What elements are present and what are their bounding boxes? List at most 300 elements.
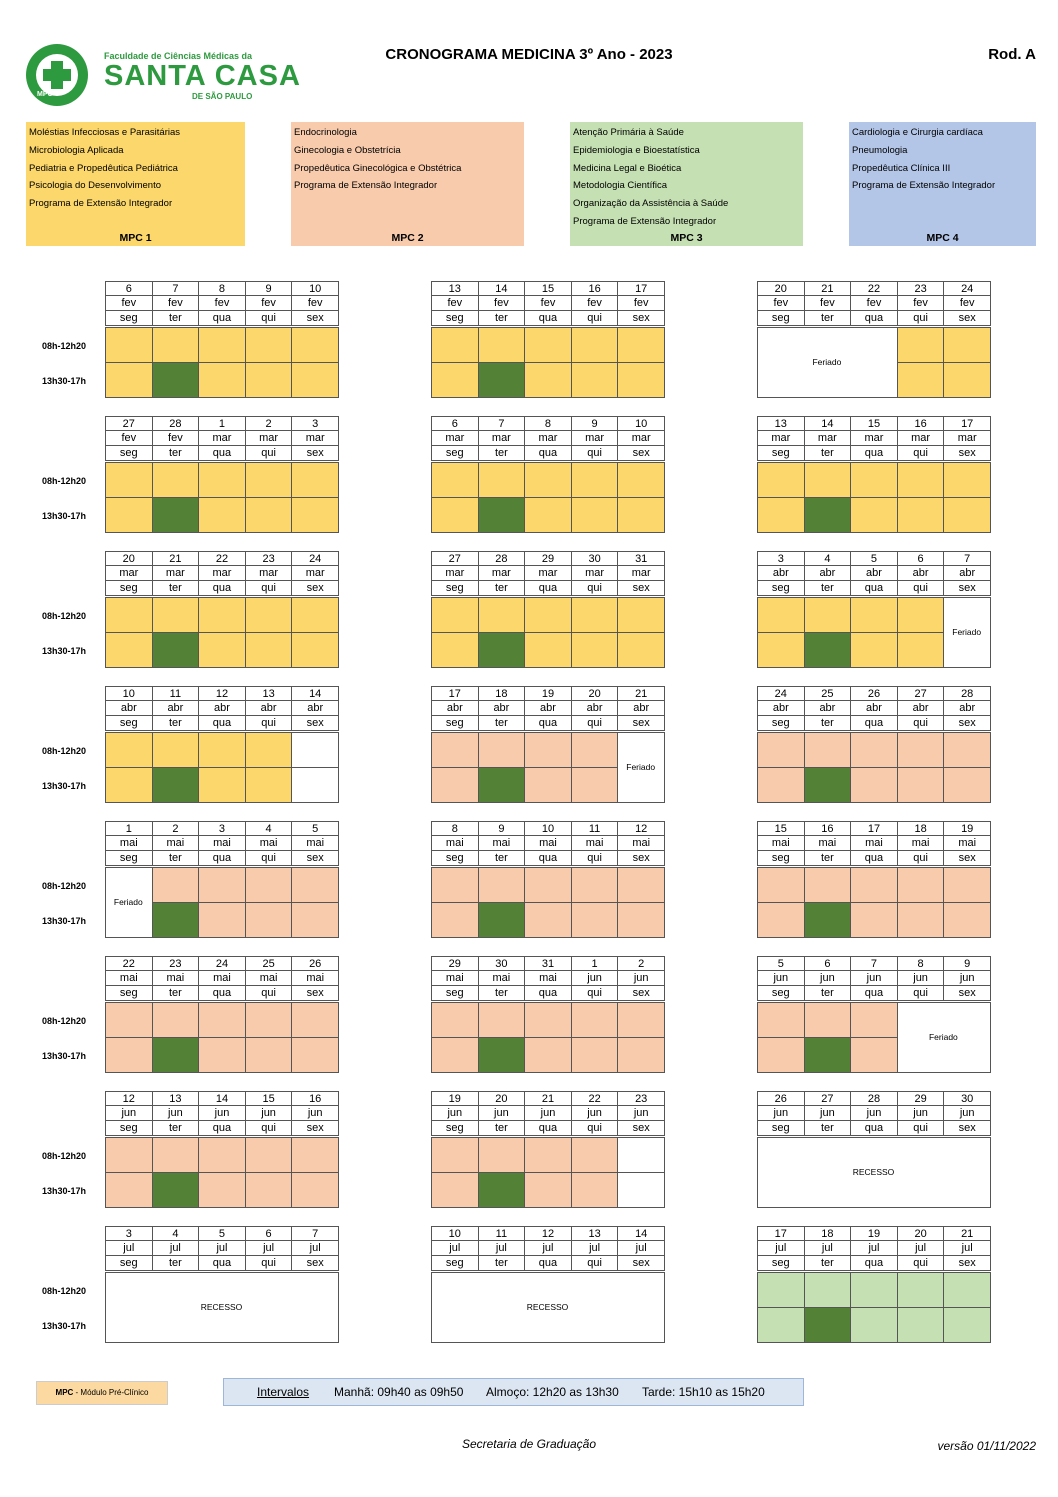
schedule-cell [152, 732, 200, 768]
schedule-cell [943, 1307, 991, 1343]
schedule-cell [198, 767, 246, 803]
calendar-day-cell: 24 [291, 551, 339, 566]
calendar-day-cell: 6 [245, 1226, 293, 1241]
calendar-day-cell: 23 [897, 281, 945, 296]
schedule-cell [291, 1137, 339, 1173]
calendar-day-cell: 4 [152, 1226, 200, 1241]
schedule-cell [198, 462, 246, 498]
calendar-day-cell: 28 [478, 551, 526, 566]
calendar-month-cell: mai [804, 836, 852, 851]
calendar-day-cell: 13 [245, 686, 293, 701]
calendar-weekday-cell: sex [943, 446, 991, 461]
schedule-cell [571, 597, 619, 633]
calendar-weekday-cell: ter [478, 1121, 526, 1136]
calendar-weekday-cell: sex [291, 851, 339, 866]
calendar-note: Feriado [113, 897, 143, 907]
calendar-day-cell: 16 [804, 821, 852, 836]
schedule-cell [431, 362, 479, 398]
schedule-cell [105, 497, 153, 533]
schedule-cell [897, 902, 945, 938]
schedule-cell [291, 1307, 339, 1343]
calendar-weekday-cell: qui [897, 446, 945, 461]
schedule-cell [198, 327, 246, 363]
calendar-day-cell: 8 [524, 416, 572, 431]
calendar-month-cell: mai [152, 836, 200, 851]
calendar-month-cell: abr [850, 701, 898, 716]
calendar-weekday-cell: sex [617, 851, 665, 866]
schedule-cell [524, 867, 572, 903]
calendar-day-cell: 22 [571, 1091, 619, 1106]
calendar-day-cell: 9 [245, 281, 293, 296]
calendar-month-cell: abr [478, 701, 526, 716]
schedule-cell [245, 497, 293, 533]
schedule-cell [897, 462, 945, 498]
schedule-cell [431, 767, 479, 803]
calendar-day-cell: 27 [431, 551, 479, 566]
calendar-weekday-cell: seg [757, 986, 805, 1001]
schedule-cell [804, 732, 852, 768]
calendar-weekday-cell: ter [804, 851, 852, 866]
calendar-month-cell: fev [245, 296, 293, 311]
calendar-month-cell: mar [245, 431, 293, 446]
calendar-month-cell: mai [524, 836, 572, 851]
calendar-day-cell: 7 [850, 956, 898, 971]
schedule-cell [943, 632, 991, 668]
calendar-day-cell: 24 [943, 281, 991, 296]
calendar-day-cell: 17 [757, 1226, 805, 1241]
calendar-day-cell: 20 [897, 1226, 945, 1241]
practice-cell [478, 1037, 526, 1073]
calendar-weekday-cell: ter [152, 851, 200, 866]
svg-text:MPC: MPC [37, 91, 53, 98]
schedule-cell [291, 767, 339, 803]
calendar-day-cell: 17 [943, 416, 991, 431]
schedule-cell [198, 1172, 246, 1208]
schedule-cell [617, 1037, 665, 1073]
calendar-weekday-cell: qui [245, 311, 293, 326]
schedule-cell [897, 632, 945, 668]
schedule-cell [571, 1037, 619, 1073]
calendar-weekday-cell: qui [245, 851, 293, 866]
schedule-cell [198, 902, 246, 938]
calendar-month-cell: jun [478, 1106, 526, 1121]
interval-afternoon: Tarde: 15h10 as 15h20 [642, 1385, 765, 1399]
calendar-day-cell: 3 [757, 551, 805, 566]
schedule-cell [478, 462, 526, 498]
schedule-cell [431, 632, 479, 668]
calendar-weekday-cell: qui [897, 581, 945, 596]
calendar-day-cell: 6 [105, 281, 153, 296]
calendar-note: RECESSO [852, 1167, 895, 1177]
calendar-weekday-cell: seg [431, 581, 479, 596]
schedule-cell [804, 462, 852, 498]
calendar-day-cell: 4 [804, 551, 852, 566]
calendar-day-cell: 21 [152, 551, 200, 566]
schedule-cell [478, 597, 526, 633]
schedule-cell [571, 867, 619, 903]
calendar-weekday-cell: qua [524, 581, 572, 596]
schedule-cell [850, 597, 898, 633]
calendar-month-cell: jul [478, 1241, 526, 1256]
mpc-box-1 [26, 122, 245, 246]
calendar-month-cell: jun [152, 1106, 200, 1121]
calendar-day-cell: 15 [757, 821, 805, 836]
schedule-cell [897, 867, 945, 903]
time-slot-label: 08h-12h20 [42, 341, 87, 351]
schedule-cell [897, 1307, 945, 1343]
calendar-weekday-cell: qua [850, 581, 898, 596]
schedule-cell [897, 1272, 945, 1308]
practice-cell [152, 902, 200, 938]
calendar-weekday-cell: sex [617, 1256, 665, 1271]
calendar-day-cell: 7 [152, 281, 200, 296]
calendar-weekday-cell: ter [478, 311, 526, 326]
calendar-month-cell: abr [850, 566, 898, 581]
practice-cell [804, 767, 852, 803]
calendar-day-cell: 11 [478, 1226, 526, 1241]
schedule-cell [757, 1307, 805, 1343]
schedule-cell [850, 902, 898, 938]
calendar-day-cell: 28 [943, 686, 991, 701]
schedule-cell [850, 1307, 898, 1343]
calendar-day-cell: 14 [617, 1226, 665, 1241]
calendar-month-cell: mar [617, 431, 665, 446]
schedule-cell [804, 867, 852, 903]
calendar-weekday-cell: sex [943, 581, 991, 596]
calendar-weekday-cell: seg [105, 581, 153, 596]
calendar-day-cell: 29 [524, 551, 572, 566]
schedule-cell [850, 1272, 898, 1308]
schedule-cell [617, 1172, 665, 1208]
calendar-weekday-cell: qui [245, 716, 293, 731]
calendar-month-cell: jun [757, 1106, 805, 1121]
calendar-weekday-cell: seg [105, 1121, 153, 1136]
schedule-cell [291, 902, 339, 938]
schedule-cell [524, 597, 572, 633]
footer-version: versão 01/11/2022 [937, 1439, 1036, 1453]
schedule-cell [571, 1002, 619, 1038]
calendar-weekday-cell: ter [804, 986, 852, 1001]
calendar-month-cell: abr [943, 566, 991, 581]
calendar-month-cell: jun [617, 1106, 665, 1121]
calendar-weekday-cell: qua [850, 716, 898, 731]
calendar-month-cell: fev [105, 296, 153, 311]
practice-cell [152, 1037, 200, 1073]
schedule-cell [617, 1137, 665, 1173]
calendar-day-cell: 25 [804, 686, 852, 701]
mpc-subject: Programa de Extensão Integrador [29, 198, 173, 210]
calendar-day-cell: 10 [524, 821, 572, 836]
calendar-weekday-cell: sex [943, 1121, 991, 1136]
calendar-weekday-cell: seg [757, 581, 805, 596]
calendar-weekday-cell: seg [105, 986, 153, 1001]
schedule-cell [245, 597, 293, 633]
schedule-cell [757, 462, 805, 498]
calendar-month-cell: fev [757, 296, 805, 311]
schedule-cell [757, 767, 805, 803]
time-slot-label: 13h30-17h [42, 376, 87, 386]
calendar-month-cell: mar [478, 431, 526, 446]
calendar-day-cell: 19 [524, 686, 572, 701]
calendar-month-cell: abr [105, 701, 153, 716]
calendar-weekday-cell: ter [804, 716, 852, 731]
calendar-day-cell: 20 [105, 551, 153, 566]
calendar-weekday-cell: qui [897, 986, 945, 1001]
calendar-note: Feriado [928, 1032, 958, 1042]
calendar-month-cell: mar [245, 566, 293, 581]
calendar-weekday-cell: qua [524, 1121, 572, 1136]
calendar-weekday-cell: seg [105, 851, 153, 866]
calendar-day-cell: 20 [757, 281, 805, 296]
mpc-subject: Atenção Primária à Saúde [573, 127, 684, 138]
mpc-legend-note [36, 1381, 168, 1405]
schedule-cell [291, 732, 339, 768]
calendar-weekday-cell: qui [571, 1256, 619, 1271]
calendar-month-cell: jul [431, 1241, 479, 1256]
calendar-weekday-cell: sex [291, 311, 339, 326]
schedule-cell [245, 1307, 293, 1343]
calendar-day-cell: 5 [757, 956, 805, 971]
schedule-cell [524, 327, 572, 363]
calendar-weekday-cell: qui [897, 1121, 945, 1136]
calendar-weekday-cell: ter [804, 311, 852, 326]
calendar-day-cell: 29 [431, 956, 479, 971]
schedule-cell [571, 632, 619, 668]
calendar-weekday-cell: ter [478, 851, 526, 866]
calendar-weekday-cell: sex [291, 1121, 339, 1136]
calendar-day-cell: 22 [105, 956, 153, 971]
schedule-cell [757, 362, 805, 398]
calendar-month-cell: abr [757, 566, 805, 581]
calendar-weekday-cell: seg [431, 311, 479, 326]
schedule-cell [897, 1037, 945, 1073]
schedule-cell [524, 1307, 572, 1343]
calendar-day-cell: 5 [291, 821, 339, 836]
schedule-cell [524, 362, 572, 398]
schedule-cell [617, 497, 665, 533]
calendar-month-cell: mar [291, 566, 339, 581]
calendar-month-cell: jun [943, 1106, 991, 1121]
intervals-box [223, 1378, 804, 1406]
calendar-day-cell: 15 [524, 281, 572, 296]
calendar-month-cell: jun [897, 1106, 945, 1121]
schedule-cell [152, 867, 200, 903]
calendar-day-cell: 23 [152, 956, 200, 971]
calendar-weekday-cell: qua [198, 311, 246, 326]
calendar-month-cell: jul [617, 1241, 665, 1256]
schedule-cell [431, 497, 479, 533]
calendar-day-cell: 26 [757, 1091, 805, 1106]
calendar-weekday-cell: qua [524, 311, 572, 326]
mpc-subject: Endocrinologia [294, 127, 357, 138]
calendar-weekday-cell: qui [571, 446, 619, 461]
calendar-month-cell: jun [757, 971, 805, 986]
calendar-weekday-cell: qua [198, 446, 246, 461]
time-slot-label: 13h30-17h [42, 1051, 87, 1061]
schedule-cell [571, 1137, 619, 1173]
calendar-weekday-cell: qua [198, 1121, 246, 1136]
schedule-cell [804, 1272, 852, 1308]
calendar-day-cell: 13 [152, 1091, 200, 1106]
calendar-month-cell: mar [524, 566, 572, 581]
calendar-weekday-cell: seg [105, 716, 153, 731]
calendar-month-cell: mai [198, 836, 246, 851]
calendar-day-cell: 31 [617, 551, 665, 566]
calendar-day-cell: 12 [524, 1226, 572, 1241]
schedule-cell [571, 1172, 619, 1208]
calendar-day-cell: 22 [198, 551, 246, 566]
calendar-day-cell: 10 [431, 1226, 479, 1241]
schedule-cell [850, 362, 898, 398]
calendar-day-cell: 19 [850, 1226, 898, 1241]
schedule-cell [571, 767, 619, 803]
calendar-weekday-cell: seg [105, 446, 153, 461]
calendar-note: Feriado [952, 627, 982, 637]
schedule-cell [431, 1172, 479, 1208]
schedule-cell [943, 1172, 991, 1208]
calendar-month-cell: abr [897, 701, 945, 716]
practice-cell [804, 1307, 852, 1343]
calendar-day-cell: 2 [245, 416, 293, 431]
schedule-cell [897, 767, 945, 803]
calendar-weekday-cell: sex [943, 851, 991, 866]
calendar-month-cell: mar [198, 431, 246, 446]
calendar-month-cell: mar [850, 431, 898, 446]
schedule-cell [478, 1307, 526, 1343]
calendar-day-cell: 11 [152, 686, 200, 701]
calendar-weekday-cell: qua [850, 1121, 898, 1136]
calendar-weekday-cell: seg [431, 1121, 479, 1136]
calendar-weekday-cell: ter [478, 446, 526, 461]
calendar-weekday-cell: ter [478, 986, 526, 1001]
schedule-cell [152, 1002, 200, 1038]
schedule-cell [105, 1037, 153, 1073]
calendar-note: Feriado [812, 357, 842, 367]
calendar-month-cell: jun [804, 1106, 852, 1121]
schedule-cell [524, 1137, 572, 1173]
schedule-cell [943, 497, 991, 533]
calendar-weekday-cell: sex [291, 581, 339, 596]
calendar-month-cell: fev [431, 296, 479, 311]
calendar-note: RECESSO [526, 1302, 569, 1312]
practice-cell [478, 497, 526, 533]
calendar-month-cell: abr [943, 701, 991, 716]
schedule-cell [757, 1002, 805, 1038]
calendar-month-cell: abr [524, 701, 572, 716]
calendar-month-cell: jul [291, 1241, 339, 1256]
mpc-subject: Medicina Legal e Bioética [573, 162, 682, 174]
practice-cell [478, 632, 526, 668]
schedule-cell [152, 597, 200, 633]
time-slot-label: 08h-12h20 [42, 476, 87, 486]
calendar-month-cell: mai [571, 836, 619, 851]
calendar-month-cell: mar [105, 566, 153, 581]
schedule-cell [198, 497, 246, 533]
schedule-cell [478, 867, 526, 903]
calendar-weekday-cell: seg [431, 446, 479, 461]
calendar-weekday-cell: qua [524, 446, 572, 461]
calendar-weekday-cell: qui [571, 986, 619, 1001]
calendar-day-cell: 26 [850, 686, 898, 701]
calendar-weekday-cell: sex [617, 311, 665, 326]
time-slot-label: 13h30-17h [42, 1321, 87, 1331]
calendar-day-cell: 15 [850, 416, 898, 431]
calendar-month-cell: jul [757, 1241, 805, 1256]
calendar-day-cell: 3 [105, 1226, 153, 1241]
calendar-month-cell: mai [943, 836, 991, 851]
schedule-cell [431, 1037, 479, 1073]
schedule-cell [291, 632, 339, 668]
calendar-day-cell: 14 [291, 686, 339, 701]
mpc-subject: Programa de Extensão Integrador [294, 180, 438, 192]
calendar-month-cell: jul [198, 1241, 246, 1256]
schedule-cell [571, 497, 619, 533]
calendar-day-cell: 12 [198, 686, 246, 701]
mpc-label: MPC 2 [391, 232, 424, 244]
mpc-subject: Moléstias Infecciosas e Parasitárias [29, 127, 181, 138]
calendar-month-cell: jun [571, 971, 619, 986]
calendar-month-cell: mai [478, 836, 526, 851]
schedule-cell [152, 1307, 200, 1343]
calendar-weekday-cell: seg [757, 716, 805, 731]
calendar-weekday-cell: seg [757, 851, 805, 866]
schedule-cell [617, 767, 665, 803]
calendar-weekday-cell: ter [478, 716, 526, 731]
schedule-cell [943, 362, 991, 398]
schedule-cell [152, 462, 200, 498]
calendar-weekday-cell: qua [850, 311, 898, 326]
calendar-month-cell: mai [524, 971, 572, 986]
calendar-day-cell: 7 [478, 416, 526, 431]
schedule-cell [757, 1037, 805, 1073]
schedule-cell [431, 1137, 479, 1173]
calendar-month-cell: jun [897, 971, 945, 986]
calendar-day-cell: 8 [431, 821, 479, 836]
calendar-weekday-cell: qua [524, 851, 572, 866]
calendar-month-cell: mar [571, 566, 619, 581]
schedule-cell [105, 1002, 153, 1038]
schedule-cell [804, 1002, 852, 1038]
calendar-day-cell: 7 [291, 1226, 339, 1241]
schedule-cell [897, 1172, 945, 1208]
calendar-day-cell: 16 [571, 281, 619, 296]
schedule-cell [757, 1172, 805, 1208]
calendar-day-cell: 23 [245, 551, 293, 566]
mpc-subject: Metodologia Científica [573, 180, 667, 192]
calendar-weekday-cell: seg [757, 1121, 805, 1136]
calendar-weekday-cell: qui [245, 986, 293, 1001]
mpc-label: MPC 4 [926, 232, 959, 244]
calendar-weekday-cell: sex [617, 716, 665, 731]
calendar-day-cell: 9 [943, 956, 991, 971]
schedule-cell [617, 902, 665, 938]
calendar-day-cell: 30 [478, 956, 526, 971]
calendar-weekday-cell: qua [198, 851, 246, 866]
calendar-weekday-cell: sex [943, 311, 991, 326]
schedule-cell [897, 597, 945, 633]
calendar-month-cell: mar [897, 431, 945, 446]
schedule-cell [245, 767, 293, 803]
schedule-cell [245, 327, 293, 363]
schedule-cell [850, 497, 898, 533]
calendar-weekday-cell: ter [152, 581, 200, 596]
calendar-day-cell: 27 [105, 416, 153, 431]
calendar-day-cell: 21 [524, 1091, 572, 1106]
practice-cell [478, 362, 526, 398]
calendar-month-cell: mai [291, 971, 339, 986]
calendar-day-cell: 5 [850, 551, 898, 566]
calendar-day-cell: 8 [897, 956, 945, 971]
